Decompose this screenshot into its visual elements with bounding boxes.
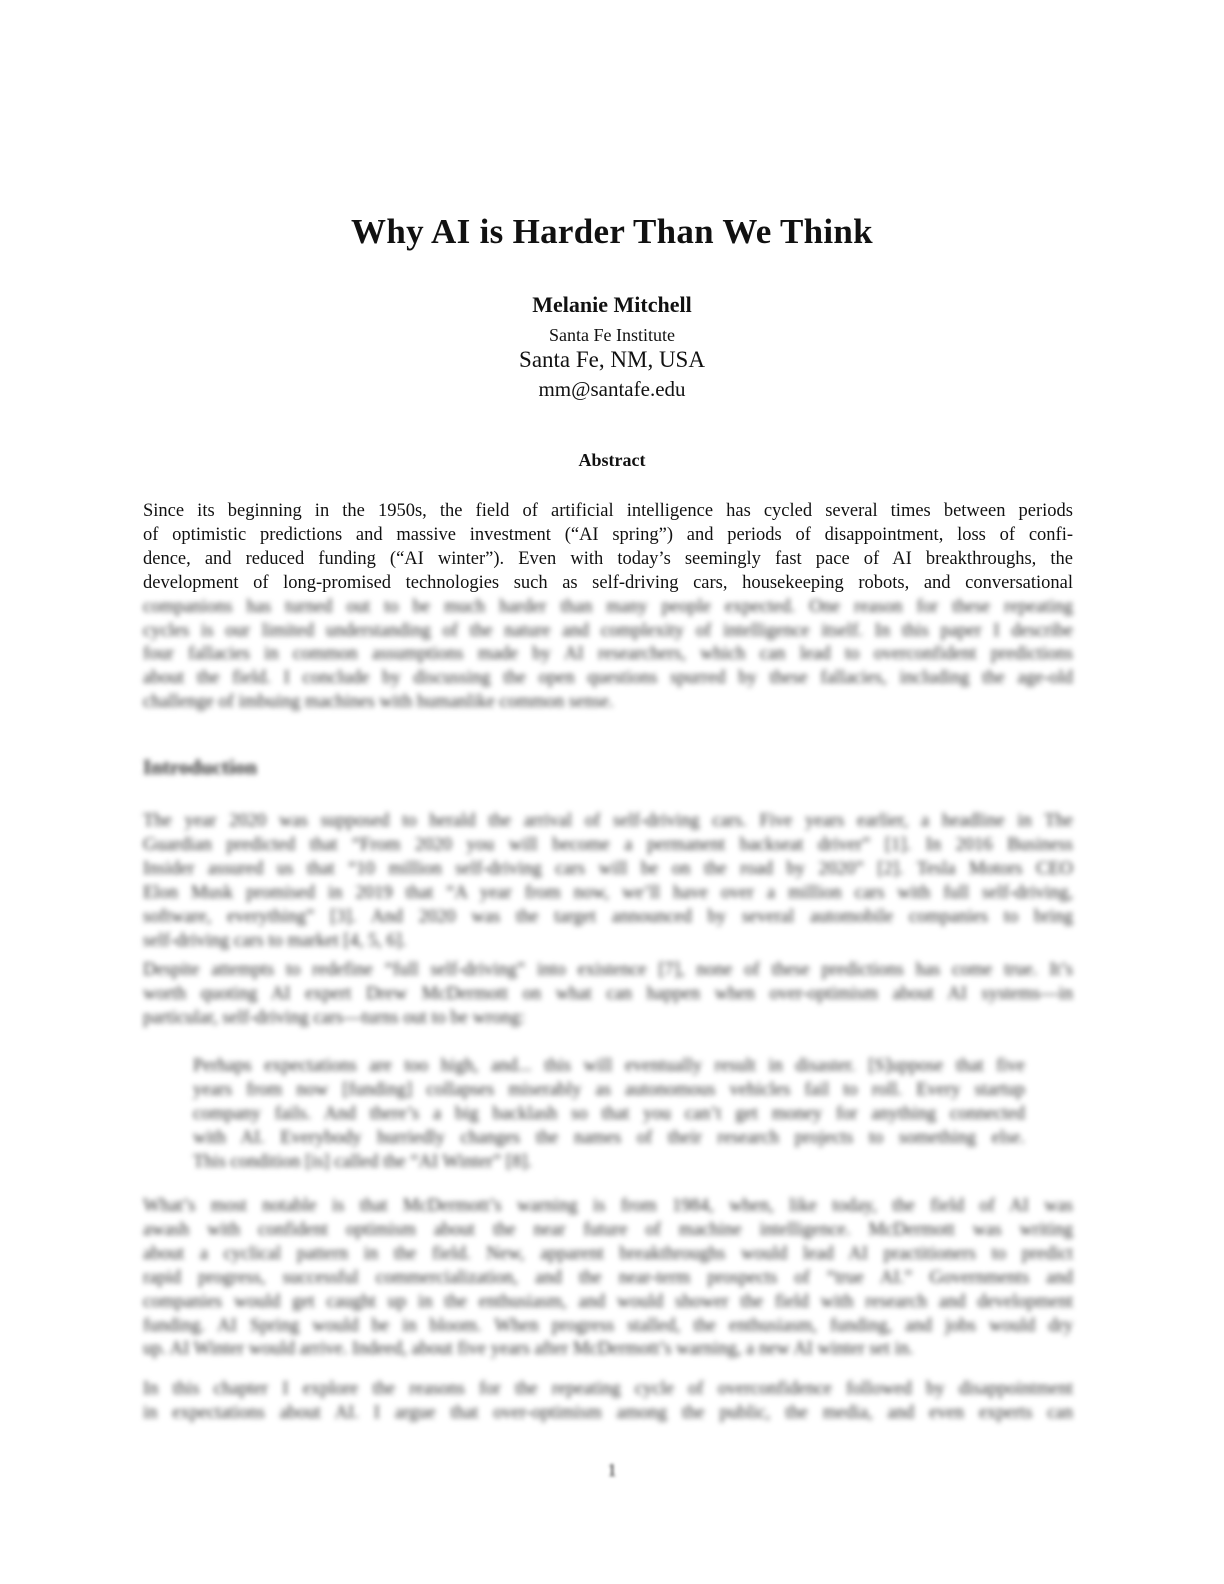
- abstract-line: cycles is our limited understanding of the nature and complexity of intelligence itself. In this paper I describe: [143, 620, 1073, 641]
- intro-paragraph-3-line: companies would get caught up in the enthusiasm, and would shower the field with research and development: [143, 1291, 1073, 1312]
- intro-paragraph-2-line: Despite attempts to redefine “full self-driving” into existence [7], none of these predictions has come true. It’s: [143, 960, 1073, 980]
- quote-line: Perhaps expectations are too high, and... this will eventually result in disaster. [S]uppose that five: [193, 1056, 1025, 1076]
- abstract-line: companions has turned out to be much harder than many people expected. One reason for these repeating: [143, 596, 1073, 617]
- intro-paragraph-2-line: particular, self-driving cars—turns out to be wrong:: [143, 1007, 526, 1028]
- intro-paragraph-2-line: worth quoting AI expert Drew McDermott on what can happen when over-optimism about AI systems—in: [143, 983, 1073, 1004]
- author-email: mm@santafe.edu: [538, 377, 686, 401]
- intro-paragraph-3-line: funding. AI Spring would be in bloom. When progress stalled, the enthusiasm, funding, and jobs would dry: [143, 1315, 1073, 1336]
- intro-paragraph-1-line: Elon Musk promised in 2019 that “A year from now, we’ll have over a million cars with full self-driving,: [143, 882, 1073, 903]
- abstract-line: dence, and reduced funding (“AI winter”). Even with today’s seemingly fast pace of AI breakthroughs, the: [143, 548, 1073, 569]
- quote-line: years from now [funding] collapses miserably as autonomous vehicles fail to roll. Every startup: [193, 1079, 1025, 1100]
- abstract-line: about the field. I conclude by discussing the open questions spurred by these fallacies, including the age-old: [143, 668, 1073, 689]
- intro-paragraph-4-line: in expectations about AI. I argue that over-optimism among the public, the media, and even experts can: [143, 1402, 1073, 1423]
- intro-paragraph-3-line: What’s most notable is that McDermott’s warning is from 1984, when, like today, the field of AI was: [143, 1196, 1073, 1216]
- author-institution: Santa Fe Institute: [549, 325, 675, 345]
- intro-paragraph-1-line: software, everything” [3]. And 2020 was the target announced by several automobile companies to bring: [143, 906, 1073, 927]
- quote-line: with AI. Everybody hurriedly changes the names of their research projects to something else.: [193, 1127, 1025, 1148]
- intro-paragraph-1-line: The year 2020 was supposed to herald the arrival of self-driving cars. Five years earlier, a headline in The: [143, 811, 1073, 831]
- quote-line: This condition [is] called the “AI Winter” [8].: [193, 1151, 532, 1172]
- abstract-line: of optimistic predictions and massive investment (“AI spring”) and periods of disappointment, loss of confi-: [143, 524, 1073, 545]
- intro-paragraph-3-line: awash with confident optimism about the near future of machine intelligence. McDermott was writing: [143, 1219, 1073, 1240]
- intro-paragraph-3-line: up. AI Winter would arrive. Indeed, about five years after McDermott’s warning, a new AI winter set in.: [143, 1339, 914, 1360]
- intro-paragraph-1-line: Insider assured us that “10 million self-driving cars will be on the road by 2020” [2]. Tesla Motors CEO: [143, 858, 1073, 879]
- quote-line: company fails. And there’s a big backlash so that you can’t get money for anything connected: [193, 1103, 1025, 1124]
- abstract-line: development of long-promised technologies such as self-driving cars, housekeeping robots, and conversational: [143, 572, 1073, 593]
- intro-paragraph-3-line: rapid progress, successful commercialization, and the near-term prospects of “true AI.” Governments and: [143, 1267, 1073, 1288]
- introduction-heading: Introduction: [143, 755, 257, 779]
- page-number: 1: [607, 1460, 617, 1480]
- abstract-heading: Abstract: [578, 450, 646, 470]
- intro-paragraph-1-line: Guardian predicted that “From 2020 you will become a permanent backseat driver” [1]. In 2016 Business: [143, 834, 1073, 855]
- paper-title: Why AI is Harder Than We Think: [351, 212, 873, 251]
- abstract-line: challenge of imbuing machines with humanlike common sense.: [143, 692, 614, 713]
- author-location: Santa Fe, NM, USA: [519, 347, 705, 372]
- intro-paragraph-4-line: In this chapter I explore the reasons for the repeating cycle of overconfidence followed by disappointment: [143, 1379, 1073, 1399]
- abstract-line: four fallacies in common assumptions made by AI researchers, which can lead to overconfident predictions: [143, 644, 1073, 665]
- abstract-line: Since its beginning in the 1950s, the field of artificial intelligence has cycled several times between periods: [143, 501, 1073, 521]
- author-name: Melanie Mitchell: [532, 292, 692, 317]
- intro-paragraph-1-line: self-driving cars to market [4, 5, 6].: [143, 930, 407, 951]
- intro-paragraph-3-line: about a cyclical pattern in the field. New, apparent breakthroughs would lead AI practitioners to predict: [143, 1243, 1073, 1264]
